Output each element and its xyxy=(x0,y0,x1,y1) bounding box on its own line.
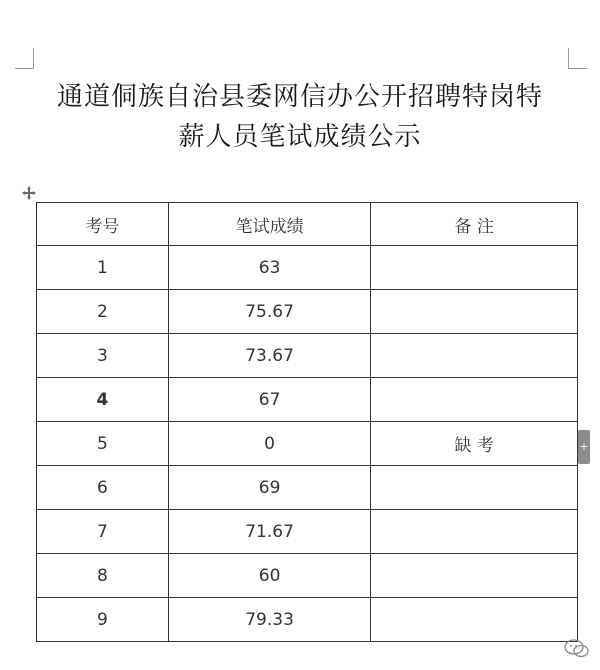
cell-score: 79.33 xyxy=(168,598,371,642)
cell-remarks xyxy=(371,334,578,378)
cell-exam-number: 3 xyxy=(37,334,169,378)
crop-mark-top-left xyxy=(15,48,34,69)
page-title-line-2: 薪人员笔试成绩公示 xyxy=(178,122,422,152)
cell-exam-number: 5 xyxy=(37,422,169,466)
cell-remarks xyxy=(371,466,578,510)
move-icon[interactable] xyxy=(22,186,36,200)
table-row xyxy=(37,466,578,510)
header-exam-number: 考号 xyxy=(37,203,169,246)
cell-exam-number: 2 xyxy=(37,290,169,334)
cell-remarks xyxy=(371,290,578,334)
page-title-line-1: 通道侗族自治县委网信办公开招聘特岗特 xyxy=(56,82,543,112)
table-row xyxy=(37,290,578,334)
table-row xyxy=(37,422,578,466)
table-row xyxy=(37,334,578,378)
cell-remarks: 缺 考 xyxy=(371,422,578,466)
table-row xyxy=(37,246,578,290)
cell-exam-number: 9 xyxy=(37,598,169,642)
table-header-row xyxy=(37,203,578,246)
cell-score: 0 xyxy=(168,422,371,466)
cell-score: 67 xyxy=(168,378,371,422)
score-table xyxy=(36,202,578,642)
cell-exam-number: 6 xyxy=(37,466,169,510)
cell-exam-number: 4 xyxy=(37,378,169,422)
cell-remarks xyxy=(371,554,578,598)
cell-exam-number: 8 xyxy=(37,554,169,598)
cell-remarks xyxy=(371,378,578,422)
header-written-score: 笔试成绩 xyxy=(168,203,371,246)
cell-remarks xyxy=(371,246,578,290)
cell-exam-number: 7 xyxy=(37,510,169,554)
table-row xyxy=(37,598,578,642)
crop-mark-top-right xyxy=(568,48,587,69)
cell-exam-number: 1 xyxy=(37,246,169,290)
cell-score: 75.67 xyxy=(168,290,371,334)
cell-remarks xyxy=(371,510,578,554)
cell-score: 63 xyxy=(168,246,371,290)
cell-score: 60 xyxy=(168,554,371,598)
cell-remarks xyxy=(371,598,578,642)
cell-score: 73.67 xyxy=(168,334,371,378)
header-remarks: 备 注 xyxy=(371,203,578,246)
cell-score: 71.67 xyxy=(168,510,371,554)
table-row xyxy=(37,510,578,554)
table-row xyxy=(37,554,578,598)
table-row xyxy=(37,378,578,422)
plus-icon[interactable]: + xyxy=(578,430,590,464)
cell-score: 69 xyxy=(168,466,371,510)
wechat-logo-icon xyxy=(564,638,590,660)
